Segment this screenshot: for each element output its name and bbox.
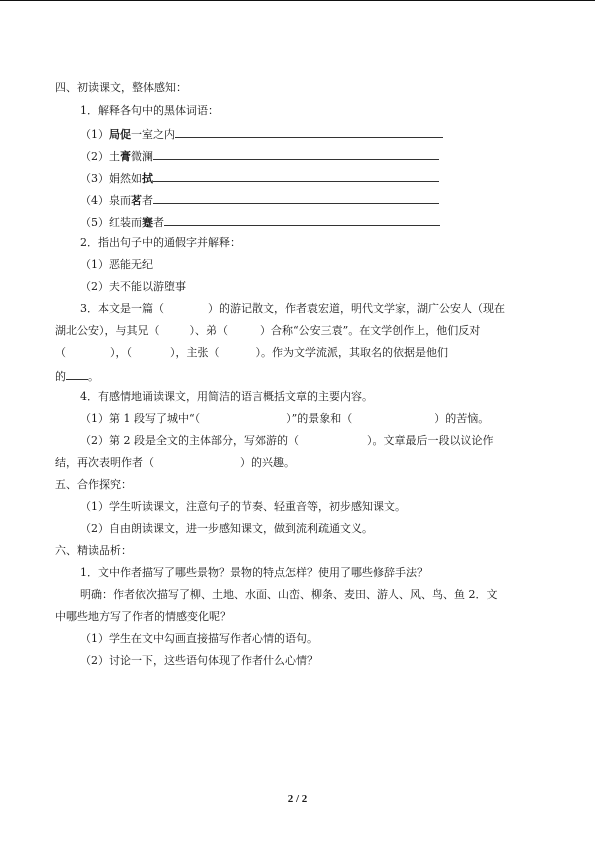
q1-item-4 — [80, 192, 439, 208]
q1-item-5 — [80, 214, 440, 230]
text: ），主张（ — [170, 346, 220, 359]
text: ）。作为文学流派，其取名的依据是他们 — [255, 346, 448, 359]
text: ）的苦恼。 — [434, 412, 490, 425]
item-number: （4） — [80, 194, 109, 207]
item-text: 一室之内 — [131, 128, 175, 141]
page-number: 2 / 2 — [287, 793, 308, 805]
section-5-heading: 五、合作探究： — [55, 478, 132, 491]
text: （2）第 2 段是全文的主体部分，写郊游的（ — [80, 434, 299, 447]
s6-item-1: （1）学生在文中勾画直接描写作者心情的语句。 — [80, 632, 318, 645]
item-text: 红装而 — [109, 216, 142, 229]
q2-title: 2．指出句子中的通假字并解释： — [80, 236, 241, 249]
text: 的 — [55, 370, 66, 383]
text: ）、弟（ — [189, 324, 228, 337]
item-number: （3） — [80, 172, 109, 185]
q3-line-1 — [80, 302, 505, 316]
item-text: 者 — [142, 194, 153, 207]
text: ），（ — [110, 346, 132, 359]
bold-word: 蹇 — [142, 216, 153, 229]
q3-line-3 — [55, 346, 448, 360]
q4-point-2 — [80, 434, 494, 448]
item-text: 土 — [109, 150, 120, 163]
text: 湖北公安），与其兄（ — [55, 324, 160, 337]
q2-item-2: （2）夫不能以游堕事 — [80, 280, 186, 293]
bold-word: 局促 — [109, 128, 131, 141]
s5-item-2: （2）自由朗读课文，进一步感知课文，做到流利疏通文义。 — [80, 522, 373, 535]
q1-item-2 — [80, 148, 439, 164]
item-text: 者 — [153, 216, 164, 229]
item-text: 微澜 — [131, 150, 153, 163]
q2-item-1: （1）恶能无纪 — [80, 258, 153, 271]
bold-word: 茗 — [131, 194, 142, 207]
item-number: （2） — [80, 150, 109, 163]
s6-answer-line-1: 明确：作者依次描写了柳、土地、水面、山峦、柳条、麦田、游人、风、鸟、鱼 2．文 — [80, 588, 498, 601]
text: ）的游记散文，作者袁宏道，明代文学家，湖广公安人（现在 — [208, 302, 505, 315]
answer-blank[interactable] — [153, 192, 439, 204]
s6-answer-line-2: 中哪些地方写了作者的情感变化呢？ — [55, 610, 231, 623]
q4-point-2-cont — [55, 456, 295, 470]
text: 。 — [88, 370, 99, 383]
q3-line-4 — [55, 368, 99, 384]
q4-title: 4．有感情地诵读课文，用简洁的语言概括文章的主要内容。 — [80, 390, 373, 403]
item-number: （5） — [80, 216, 109, 229]
answer-blank[interactable] — [175, 126, 443, 138]
text: 3．本文是一篇（ — [80, 302, 164, 315]
answer-blank[interactable] — [164, 214, 440, 226]
bold-word: 拭 — [142, 172, 153, 185]
text: ）的兴趣。 — [240, 456, 295, 469]
item-text: 娟然如 — [109, 172, 142, 185]
item-number: （1） — [80, 128, 109, 141]
answer-blank[interactable] — [153, 170, 439, 182]
q1-title: 1．解释各句中的黑体词语： — [80, 104, 219, 117]
q3-line-2 — [55, 324, 480, 338]
section-6-heading: 六、精读品析： — [55, 544, 132, 557]
text: ）合称“公安三袁”。在文学创作上，他们反对 — [260, 324, 481, 337]
item-text: 泉而 — [109, 194, 131, 207]
q1-item-3 — [80, 170, 439, 186]
s5-item-1: （1）学生听读课文，注意句子的节奏、轻重音等，初步感知课文。 — [80, 500, 406, 513]
answer-blank[interactable] — [153, 148, 439, 160]
text: （1）第 1 段写了城中“（ — [80, 412, 201, 425]
s6-item-2: （2）讨论一下，这些语句体现了作者什么心情？ — [80, 654, 318, 667]
bold-word: 膏 — [120, 150, 131, 163]
text: ）”的景象和（ — [286, 412, 353, 425]
text: （ — [55, 346, 66, 359]
section-4-heading: 四、初读课文，整体感知： — [55, 81, 187, 94]
s6-question-1: 1．文中作者描写了哪些景物？景物的特点怎样？使用了哪些修辞手法？ — [80, 566, 428, 579]
page-top-border — [0, 0, 595, 1]
answer-blank[interactable] — [66, 368, 88, 380]
q4-point-1 — [80, 412, 489, 426]
text: ）。文章最后一段以议论作 — [367, 434, 494, 447]
q1-item-1 — [80, 126, 443, 142]
text: 结，再次表明作者（ — [55, 456, 154, 469]
